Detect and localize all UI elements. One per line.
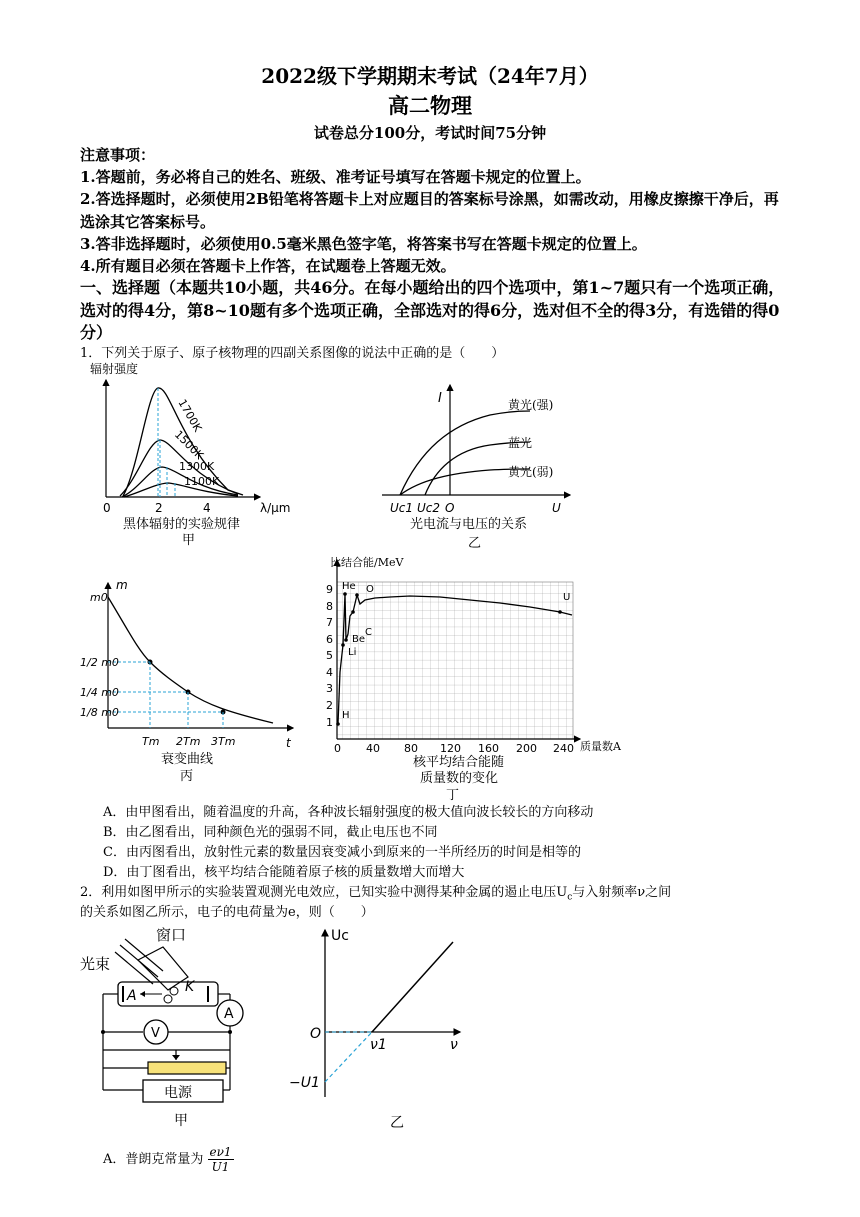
blackbody-xtick-4: 4 [203, 501, 211, 515]
exam-info: 试卷总分100分，考试时间75分钟 [313, 124, 547, 142]
nuclide-c: C [365, 627, 372, 638]
ytick-2: 2 [326, 699, 333, 712]
exam-title: 2022级下学期期末考试（24年7月） [261, 64, 599, 88]
curve-1100k: 1100K [184, 475, 220, 488]
decay-ylabel: m [116, 578, 128, 592]
figure-blackbody [78, 360, 308, 555]
ytick-5: 5 [326, 649, 333, 662]
xtick-160: 160 [478, 742, 499, 755]
blackbody-xtick-2: 2 [155, 501, 163, 515]
ytick-1: 1 [326, 716, 333, 729]
photocurrent-caption: 光电流与电压的关系 [410, 517, 528, 532]
figure-decay-curve [78, 575, 308, 790]
ytick-7: 7 [326, 616, 333, 629]
notice-item-4: 4.所有题目必须在答题卡上作答，在试题卷上答题无效。 [80, 257, 456, 275]
binding-caption-1: 核平均结合能随 [413, 755, 505, 770]
nu1-label: ν1 [370, 1037, 387, 1053]
xtick-3tm: 3Tm [211, 735, 236, 748]
question-2-stem-line-1: 2．利用如图甲所示的实验装置观测光电效应，已知实验中测得某种金属的遏止电压$U_c$与入射频率ν之间 [80, 885, 672, 903]
figure-circuit [78, 922, 268, 1132]
photocurrent-name: 乙 [468, 536, 482, 551]
uc-origin: O [310, 1026, 322, 1042]
nuclide-u: U [563, 592, 571, 603]
nuclide-li: Li [348, 647, 357, 658]
notice-heading: 注意事项： [80, 146, 156, 164]
figure-binding-energy [310, 552, 680, 802]
xtick-40: 40 [366, 742, 380, 755]
q2-option-a: A．普朗克常量为 $\frac{e\nu 1}{U1}$ [103, 1145, 232, 1174]
binding-name: 丁 [446, 788, 460, 802]
anode-label: A [127, 988, 137, 1004]
rheostat [148, 1062, 226, 1074]
notice-item-3: 3.答非选择题时，必须使用0.5毫米黑色签字笔，将答案书写在答题卡规定的位置上。 [80, 235, 647, 253]
beam-label: 光束 [80, 955, 111, 973]
uc1-label: Uc1 [390, 501, 414, 515]
xtick-0: 0 [334, 742, 341, 755]
blackbody-xlabel: λ/μm [260, 501, 291, 515]
curve-1300k: 1300K [179, 460, 215, 473]
nu-axis-label: ν [450, 1037, 458, 1053]
nuclide-o: O [366, 584, 374, 595]
voltmeter-label: V [151, 1026, 160, 1041]
uc-axis-label: Uc [331, 928, 349, 944]
xtick-2tm: 2Tm [176, 735, 201, 748]
curve-1700k: 1700K [175, 397, 205, 435]
blackbody-name: 甲 [182, 533, 196, 548]
ytick-6: 6 [326, 633, 333, 646]
xtick-200: 200 [516, 742, 537, 755]
circuit-name: 甲 [174, 1113, 188, 1129]
decay-xlabel: t [286, 736, 291, 750]
ammeter-label: A [224, 1006, 234, 1022]
notice-item-1: 1.答题前，务必将自己的姓名、班级、准考证号填写在答题卡规定的位置上。 [80, 168, 591, 186]
xtick-120: 120 [440, 742, 461, 755]
cathode-label: K [185, 979, 195, 995]
curve-yellow-weak: 黄光(弱) [508, 465, 554, 479]
xtick-80: 80 [404, 742, 418, 755]
binding-xlabel: 质量数A [580, 740, 621, 753]
ytick-m0: m0 [90, 591, 108, 604]
curve-yellow-strong: 黄光(强) [508, 398, 554, 412]
xtick-240: 240 [553, 742, 574, 755]
power-supply-label: 电源 [164, 1085, 192, 1101]
notice-item-2: 2.答选择题时，必须使用2B铅笔将答题卡上对应题目的答案标号涂黑，如需改动，用橡皮擦擦干净后，再选涂其它答案标号。 [80, 190, 779, 231]
figure-photocurrent [380, 380, 620, 555]
ytick-9: 9 [326, 583, 333, 596]
decay-caption: 衰变曲线 [161, 752, 214, 767]
neg-u1-label: −U1 [289, 1075, 320, 1091]
ytick-3: 3 [326, 682, 333, 695]
q1-option-d: D．由丁图看出，核平均结合能随着原子核的质量数增大而增大 [103, 865, 465, 880]
decay-name: 丙 [180, 769, 194, 784]
blackbody-ylabel: 辐射强度 [90, 362, 139, 376]
uc2-label: Uc2 [417, 501, 441, 515]
q1-option-c: C．由丙图看出，放射性元素的数量因衰变减小到原来的一半所经历的时间是相等的 [103, 845, 581, 860]
blackbody-xtick-0: 0 [103, 501, 111, 515]
curve-1500k: 1500K [171, 427, 206, 463]
section-heading: 一、选择题（本题共10小题，共46分。在每小题给出的四个选项中，第1~7题只有一个选项正确，选对的得4分，第8~10题有多个选项正确，全部选对的得6分，选对但不全的得3分，有选错的得0分） [80, 278, 785, 342]
question-2-stem-line-2: 的关系如图乙所示，电子的电荷量为e，则（ ） [80, 905, 374, 920]
ytick-half-m0: 1/2 m0 [80, 656, 119, 669]
ytick-quarter-m0: 1/4 m0 [80, 686, 119, 699]
figure-stopping-voltage [285, 922, 485, 1167]
binding-ylabel: 比结合能/MeV [330, 556, 404, 569]
ytick-4: 4 [326, 666, 333, 679]
xtick-tm: Tm [142, 735, 160, 748]
nuclide-he: He [342, 581, 356, 592]
blackbody-caption: 黑体辐射的实验规律 [123, 517, 241, 532]
origin-label: O [445, 501, 455, 515]
ytick-eighth-m0: 1/8 m0 [80, 706, 119, 719]
nuclide-be: Be [352, 634, 366, 645]
curve-blue: 蓝光 [508, 436, 533, 450]
binding-caption-2: 质量数的变化 [420, 771, 499, 786]
q1-option-a: A．由甲图看出，随着温度的升高，各种波长辐射强度的极大值向波长较长的方向移动 [103, 805, 594, 820]
nuclide-h: H [342, 710, 350, 721]
window-label: 窗口 [156, 926, 187, 944]
ytick-8: 8 [326, 600, 333, 613]
stopping-voltage-name: 乙 [390, 1115, 404, 1131]
q1-option-b: B．由乙图看出，同种颜色光的强弱不同，截止电压也不同 [103, 825, 438, 840]
photocurrent-ylabel: I [438, 391, 442, 406]
subject-title: 高二物理 [388, 93, 472, 118]
fraction-denominator: U1 [211, 1160, 230, 1174]
u-axis-label: U [552, 501, 561, 515]
question-1-stem: 1．下列关于原子、原子核物理的四副关系图像的说法中正确的是（ ） [80, 346, 505, 361]
fraction-numerator: eν1 [209, 1145, 232, 1159]
